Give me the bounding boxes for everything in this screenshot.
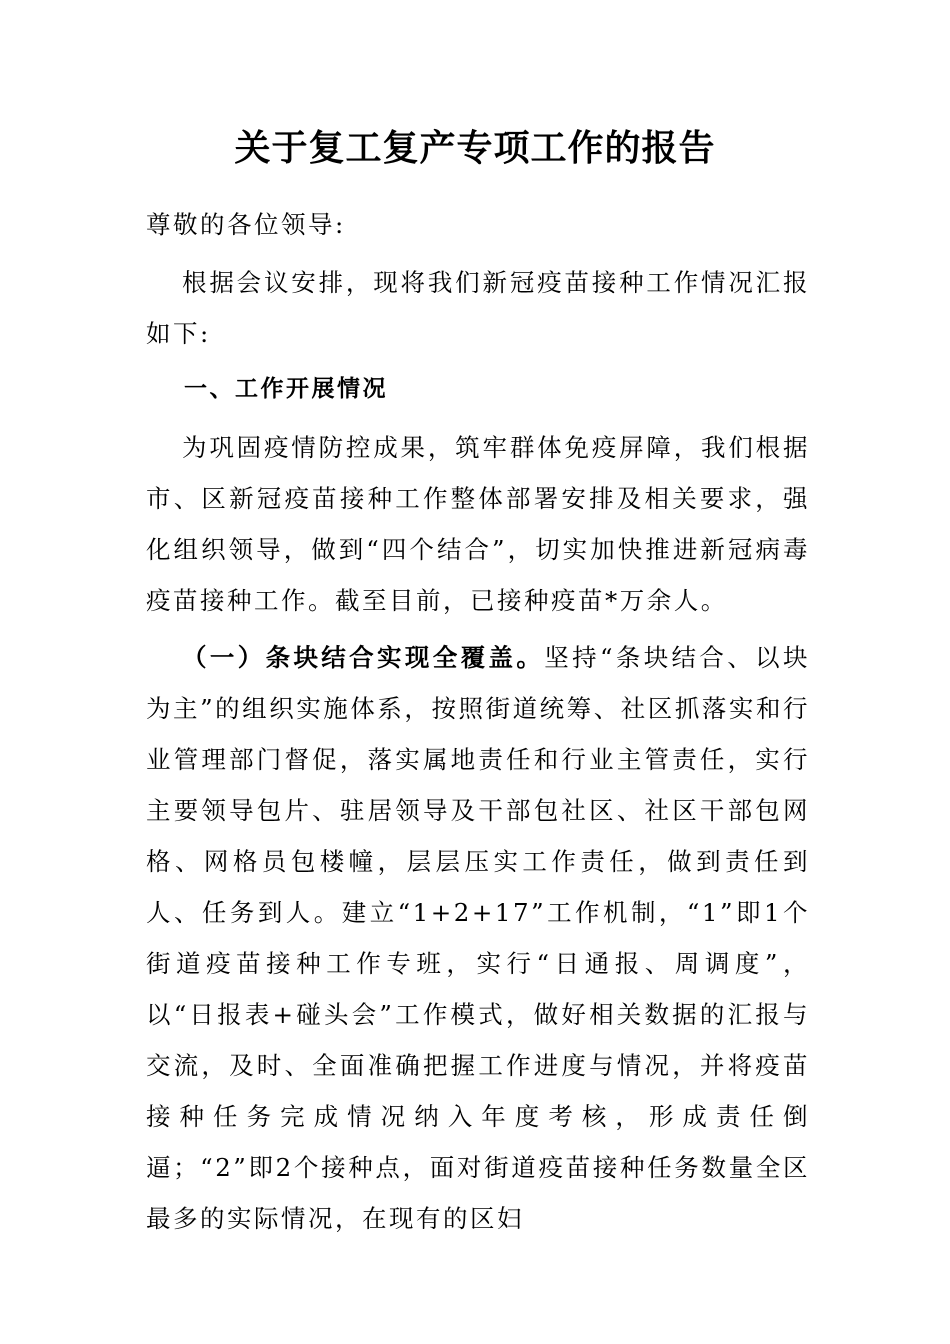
section-paragraph: 为巩固疫情防控成果，筑牢群体免疫屏障，我们根据市、区新冠疫苗接种工作整体部署安排及相关要求，强化组织领导，做到“四个结合”，切实加快推进新冠病毒疫苗接种工作。截至目前，已接种疫苗*万余人。: [146, 433, 810, 615]
subsection-lead: （一）条块结合实现全覆盖。: [182, 643, 545, 672]
salutation: 尊敬的各位领导:: [146, 210, 346, 239]
subsection-body: 坚持“条块结合、以块为主”的组织实施体系，按照街道统筹、社区抓落实和行业管理部门督促，落实属地责任和行业主管责任，实行主要领导包片、驻居领导及干部包社区、社区干部包网格、网格员包楼幢，层层压实工作责任，做到责任到人、任务到人。建立“1+2+17”工作机制，“1”即1个街道疫苗接种工作专班，实行“日通报、周调度”，以“日报表+碰头会”工作模式，做好相关数据的汇报与交流，及时、全面准确把握工作进度与情况，并将疫苗接种任务完成情况纳入年度考核，形成责任倒逼；“2”即2个接种点，面对街道疫苗接种任务数量全区最多的实际情况，在现有的区妇: [146, 643, 811, 1233]
document-title: 关于复工复产专项工作的报告: [234, 127, 716, 169]
intro-paragraph: 根据会议安排，现将我们新冠疫苗接种工作情况汇报如下:: [146, 268, 810, 348]
section-heading: 一、工作开展情况: [184, 376, 388, 402]
subsection-paragraph: [146, 632, 810, 1244]
